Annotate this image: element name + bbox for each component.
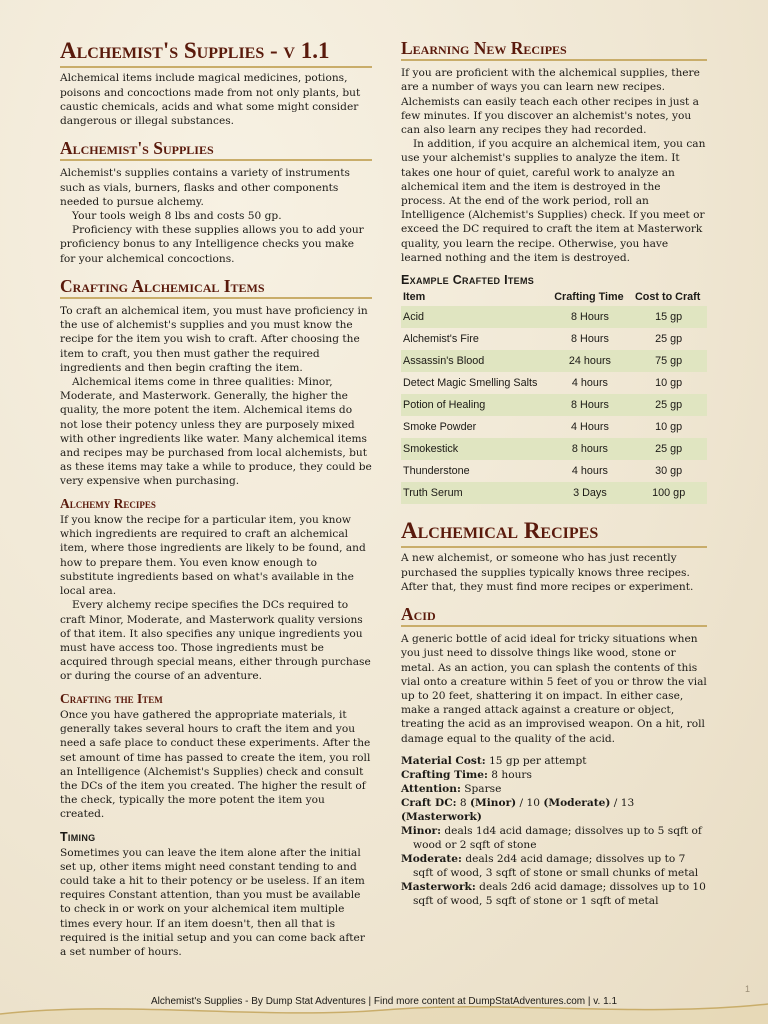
item-cell: Smokestick: [401, 438, 550, 460]
time-cell: 4 hours: [571, 464, 608, 477]
cost-cell: 15 gp: [630, 306, 707, 328]
acid-heading: Acid: [401, 604, 707, 627]
crafting-item-heading: Crafting the Item: [60, 690, 163, 706]
crafting-item-paragraph: Once you have gathered the appropriate materials, it generally takes several hours to craft the item and you need a safe place to conduct these experiments. After the set amount of time has passed to create the item, you roll an Intelligence (Alchemist's Supplies) check and consult the DCs of the item you created. The higher the result of the check, typically the more potent the item you created.: [60, 709, 371, 821]
supplies-heading: Alchemist's Supplies: [60, 138, 372, 161]
cost-cell: 25 gp: [655, 332, 683, 345]
cost-cell: 25 gp: [630, 394, 707, 416]
time-cell: 4 Hours: [571, 420, 609, 433]
time-cell: 24 hours: [550, 350, 631, 372]
acid-description: A generic bottle of acid ideal for tricky situations when you just need to dissolve things like wood, stone or metal. As an action, you can splash the contents of this vial onto a creature within 5 feet of you or throw the vial up to 20 feet, shattering it on impact. In either case, make a ranged attack against a creature or object, treating the acid as an improvised weapon. On a hit, roll damage equal to the quality of the acid.: [401, 633, 707, 745]
timing-heading: Timing: [60, 829, 96, 844]
dc-moderate-value: 10: [526, 796, 540, 809]
masterwork-value: deals 2d6 acid damage; dissolves up to 10 sqft of wood, 5 sqft of stone or 1 sqft of metal: [413, 880, 706, 907]
acid-moderate: [401, 852, 707, 880]
column-header-item: Item: [403, 290, 426, 303]
dc-label: Craft DC:: [401, 796, 457, 809]
table-row: [401, 306, 707, 328]
learning-paragraph-2: In addition, if you acquire an alchemical item, you can use your alchemist's supplies to analyze the item. It takes one hour of quiet, careful work to analyze an alchemical item and the item is destroyed in the process. At the end of the work period, roll an Intelligence (Alchemist's Supplies) check. If you meet or exceed the DC required to craft the item at Masterwork quality, you learn the recipe. Otherwise, you have learned nothing and the item is destroyed.: [401, 138, 706, 264]
column-header-time: Crafting Time: [554, 290, 624, 303]
time-cell: 8 hours: [550, 438, 631, 460]
recipes-paragraph: A new alchemist, or someone who has just recently purchased the supplies typically knows three recipes. After that, they must find more recipes or experiment.: [401, 552, 694, 593]
item-cell: Potion of Healing: [401, 394, 550, 416]
alchemy-recipes-paragraph-1: If you know the recipe for a particular item, you know which ingredients are required to craft an alchemical item, where those ingredients are likely to be found, and how to prepare them. You even know enough to substitute ingredients based on what's available in the local area.: [60, 514, 366, 598]
learning-paragraph-1: If you are proficient with the alchemical supplies, there are a number of ways you can learn new recipes. Alchemists can easily teach each other recipes in just a few minutes. If you discover an alchemist's notes, you can also learn any recipes they had recorded.: [401, 67, 700, 136]
cost-cell: 10 gp: [655, 420, 683, 433]
item-cell: Truth Serum: [401, 482, 550, 504]
table-row: [401, 482, 707, 504]
page-footer: Alchemist's Supplies - By Dump Stat Adventures | Find more content at DumpStatAdventures.com | v. 1.1: [150, 996, 617, 1007]
material-value: 15 gp per attempt: [489, 754, 587, 767]
crafting-heading: Crafting Alchemical Items: [60, 276, 372, 299]
dc-minor-value: 8: [459, 796, 467, 809]
crafting-paragraph-2: Alchemical items come in three qualities: Minor, Moderate, and Masterwork. Generally, the higher the quality, the more potent the item. Alchemical items do not lose their potency unless they are purposely mixed with other ingredients like water. Many alchemical items and recipes may be purchased from local alchemists, but as these items may take a while to produce, they could be very expensive when purchasing.: [60, 375, 372, 488]
item-cell: Thunderstone: [403, 464, 470, 477]
time-value: 8 hours: [491, 768, 532, 781]
moderate-label: Moderate:: [401, 852, 462, 865]
dc-masterwork-value: 13: [620, 796, 635, 809]
acid-crafting-time: [401, 768, 707, 782]
column-header-cost: Cost to Craft: [634, 290, 701, 303]
acid-attention: [401, 782, 707, 796]
attention-value: Sparse: [464, 782, 502, 795]
cost-cell: 75 gp: [630, 350, 707, 372]
dc-minor-label: (Minor): [470, 796, 517, 809]
supplies-paragraph-3: Proficiency with these supplies allows you to add your proficiency bonus to any Intelligence checks you make for your alchemical concoctions.: [60, 224, 364, 265]
minor-value: deals 1d4 acid damage; dissolves up to 5 sqft of wood or 2 sqft of stone: [413, 824, 702, 851]
acid-masterwork: [401, 880, 707, 908]
page-title: Alchemist's Supplies - v 1.1: [60, 38, 372, 68]
alchemical-recipes-title: Alchemical Recipes: [401, 518, 707, 548]
table-row: [401, 438, 707, 460]
item-cell: Alchemist's Fire: [403, 332, 479, 345]
time-label: Crafting Time:: [401, 768, 488, 781]
intro-paragraph: Alchemical items include magical medicines, potions, poisons and concoctions made from not only plants, but caustic chemicals, acids and what some might consider dangerous or illegal substances.: [60, 72, 361, 128]
supplies-paragraph-1: Alchemist's supplies contains a variety of instruments such as vials, burners, flasks and other components needed to pursue alchemy.: [60, 167, 350, 208]
item-cell: Acid: [401, 306, 550, 328]
time-cell: 8 Hours: [550, 306, 631, 328]
masterwork-label: Masterwork:: [401, 880, 476, 893]
minor-label: Minor:: [401, 824, 442, 837]
acid-minor: [401, 824, 707, 852]
acid-material-cost: [401, 754, 707, 768]
table-row: [401, 416, 707, 438]
time-cell: 3 Days: [550, 482, 631, 504]
item-cell: Detect Magic Smelling Salts: [403, 376, 538, 389]
table-row: [401, 350, 707, 372]
cost-cell: 25 gp: [630, 438, 707, 460]
page-number: 1: [744, 984, 750, 994]
left-column: [60, 38, 372, 959]
learning-heading: Learning New Recipes: [401, 38, 707, 61]
table-row: [401, 460, 707, 482]
acid-craft-dc: Craft DC: 8 (Minor) / 10 (Moderate) / 13 (Masterwork): [401, 796, 635, 823]
dc-masterwork-label: (Masterwork): [401, 810, 482, 823]
example-items-heading: Example Crafted Items: [401, 272, 535, 287]
time-cell: 8 Hours: [571, 332, 609, 345]
time-cell: 8 Hours: [550, 394, 631, 416]
crafted-items-table: [401, 289, 707, 504]
cost-cell: 30 gp: [655, 464, 683, 477]
supplies-paragraph-2: Your tools weigh 8 lbs and costs 50 gp.: [72, 209, 282, 222]
dc-moderate-label: (Moderate): [543, 796, 611, 809]
time-cell: 4 hours: [571, 376, 608, 389]
item-cell: Smoke Powder: [403, 420, 477, 433]
table-row: [401, 394, 707, 416]
moderate-value: deals 2d4 acid damage; dissolves up to 7 sqft of wood, 3 sqft of stone or small chunks of metal: [413, 852, 699, 879]
cost-cell: 10 gp: [655, 376, 683, 389]
table-row: [401, 328, 707, 350]
table-row: [401, 372, 707, 394]
crafting-paragraph-1: To craft an alchemical item, you must have proficiency in the use of alchemist's supplies and you must know the recipe for the item you wish to craft. After choosing the item to craft, you then must gather the required ingredients and then begin crafting the item.: [60, 304, 368, 374]
material-label: Material Cost:: [401, 754, 486, 767]
attention-label: Attention:: [401, 782, 461, 795]
item-cell: Assassin's Blood: [401, 350, 550, 372]
cost-cell: 100 gp: [630, 482, 707, 504]
timing-paragraph: Sometimes you can leave the item alone after the initial set up, other items might need constant tending to and could take a hit to their potency or be useless. If an item requires Constant attention, than you must be available to check in or work on your alchemical item multiple times every hour. If an item doesn't, then all that is required is the initial setup and you can come back after a set number of hours.: [60, 846, 365, 959]
right-column: [401, 38, 707, 908]
alchemy-recipes-paragraph-2: Every alchemy recipe specifies the DCs required to craft Minor, Moderate, and Masterwork quality versions of that item. It also specifies any unique ingredients you must have access too. Those ingredients must be acquired through special means, either through purchase or during the course of an adventure.: [60, 599, 371, 683]
alchemy-recipes-heading: Alchemy Recipes: [60, 495, 156, 511]
